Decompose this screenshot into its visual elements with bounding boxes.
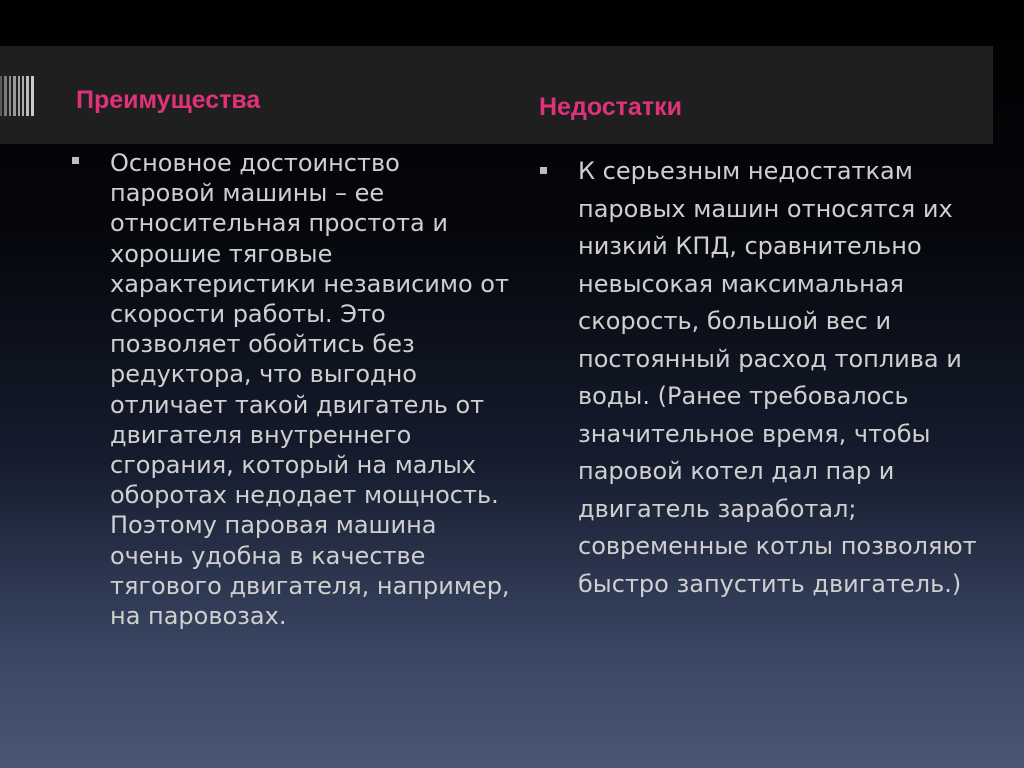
advantages-text: Основное достоинство паровой машины – ее относительная простота и хорошие тяговые характеристики независимо от скорости работы. Это позволяет обойтись без редуктора, что выгодно отличает такой двигатель от двигателя внутреннего сгорания, который на малых оборотах недодает мощность. Поэтому паровая машина очень удобна в качестве тягового двигателя, например, на паровозах. <box>110 149 510 631</box>
advantages-column <box>72 148 512 631</box>
disadvantages-column <box>540 153 990 603</box>
barcode-decoration-icon <box>0 76 36 116</box>
bullet-square-icon <box>540 167 547 174</box>
disadvantages-heading: Недостатки <box>539 93 682 121</box>
advantages-heading: Преимущества <box>76 86 261 114</box>
disadvantages-text: К серьезным недостаткам паровых машин относятся их низкий КПД, сравнительно невысокая максимальная скорость, большой вес и постоянный расход топлива и воды. (Ранее требовалось значительное время, чтобы паровой котел дал пар и двигатель заработал; современные котлы позволяют быстро запустить двигатель.) <box>578 157 977 598</box>
bullet-square-icon <box>72 157 79 164</box>
